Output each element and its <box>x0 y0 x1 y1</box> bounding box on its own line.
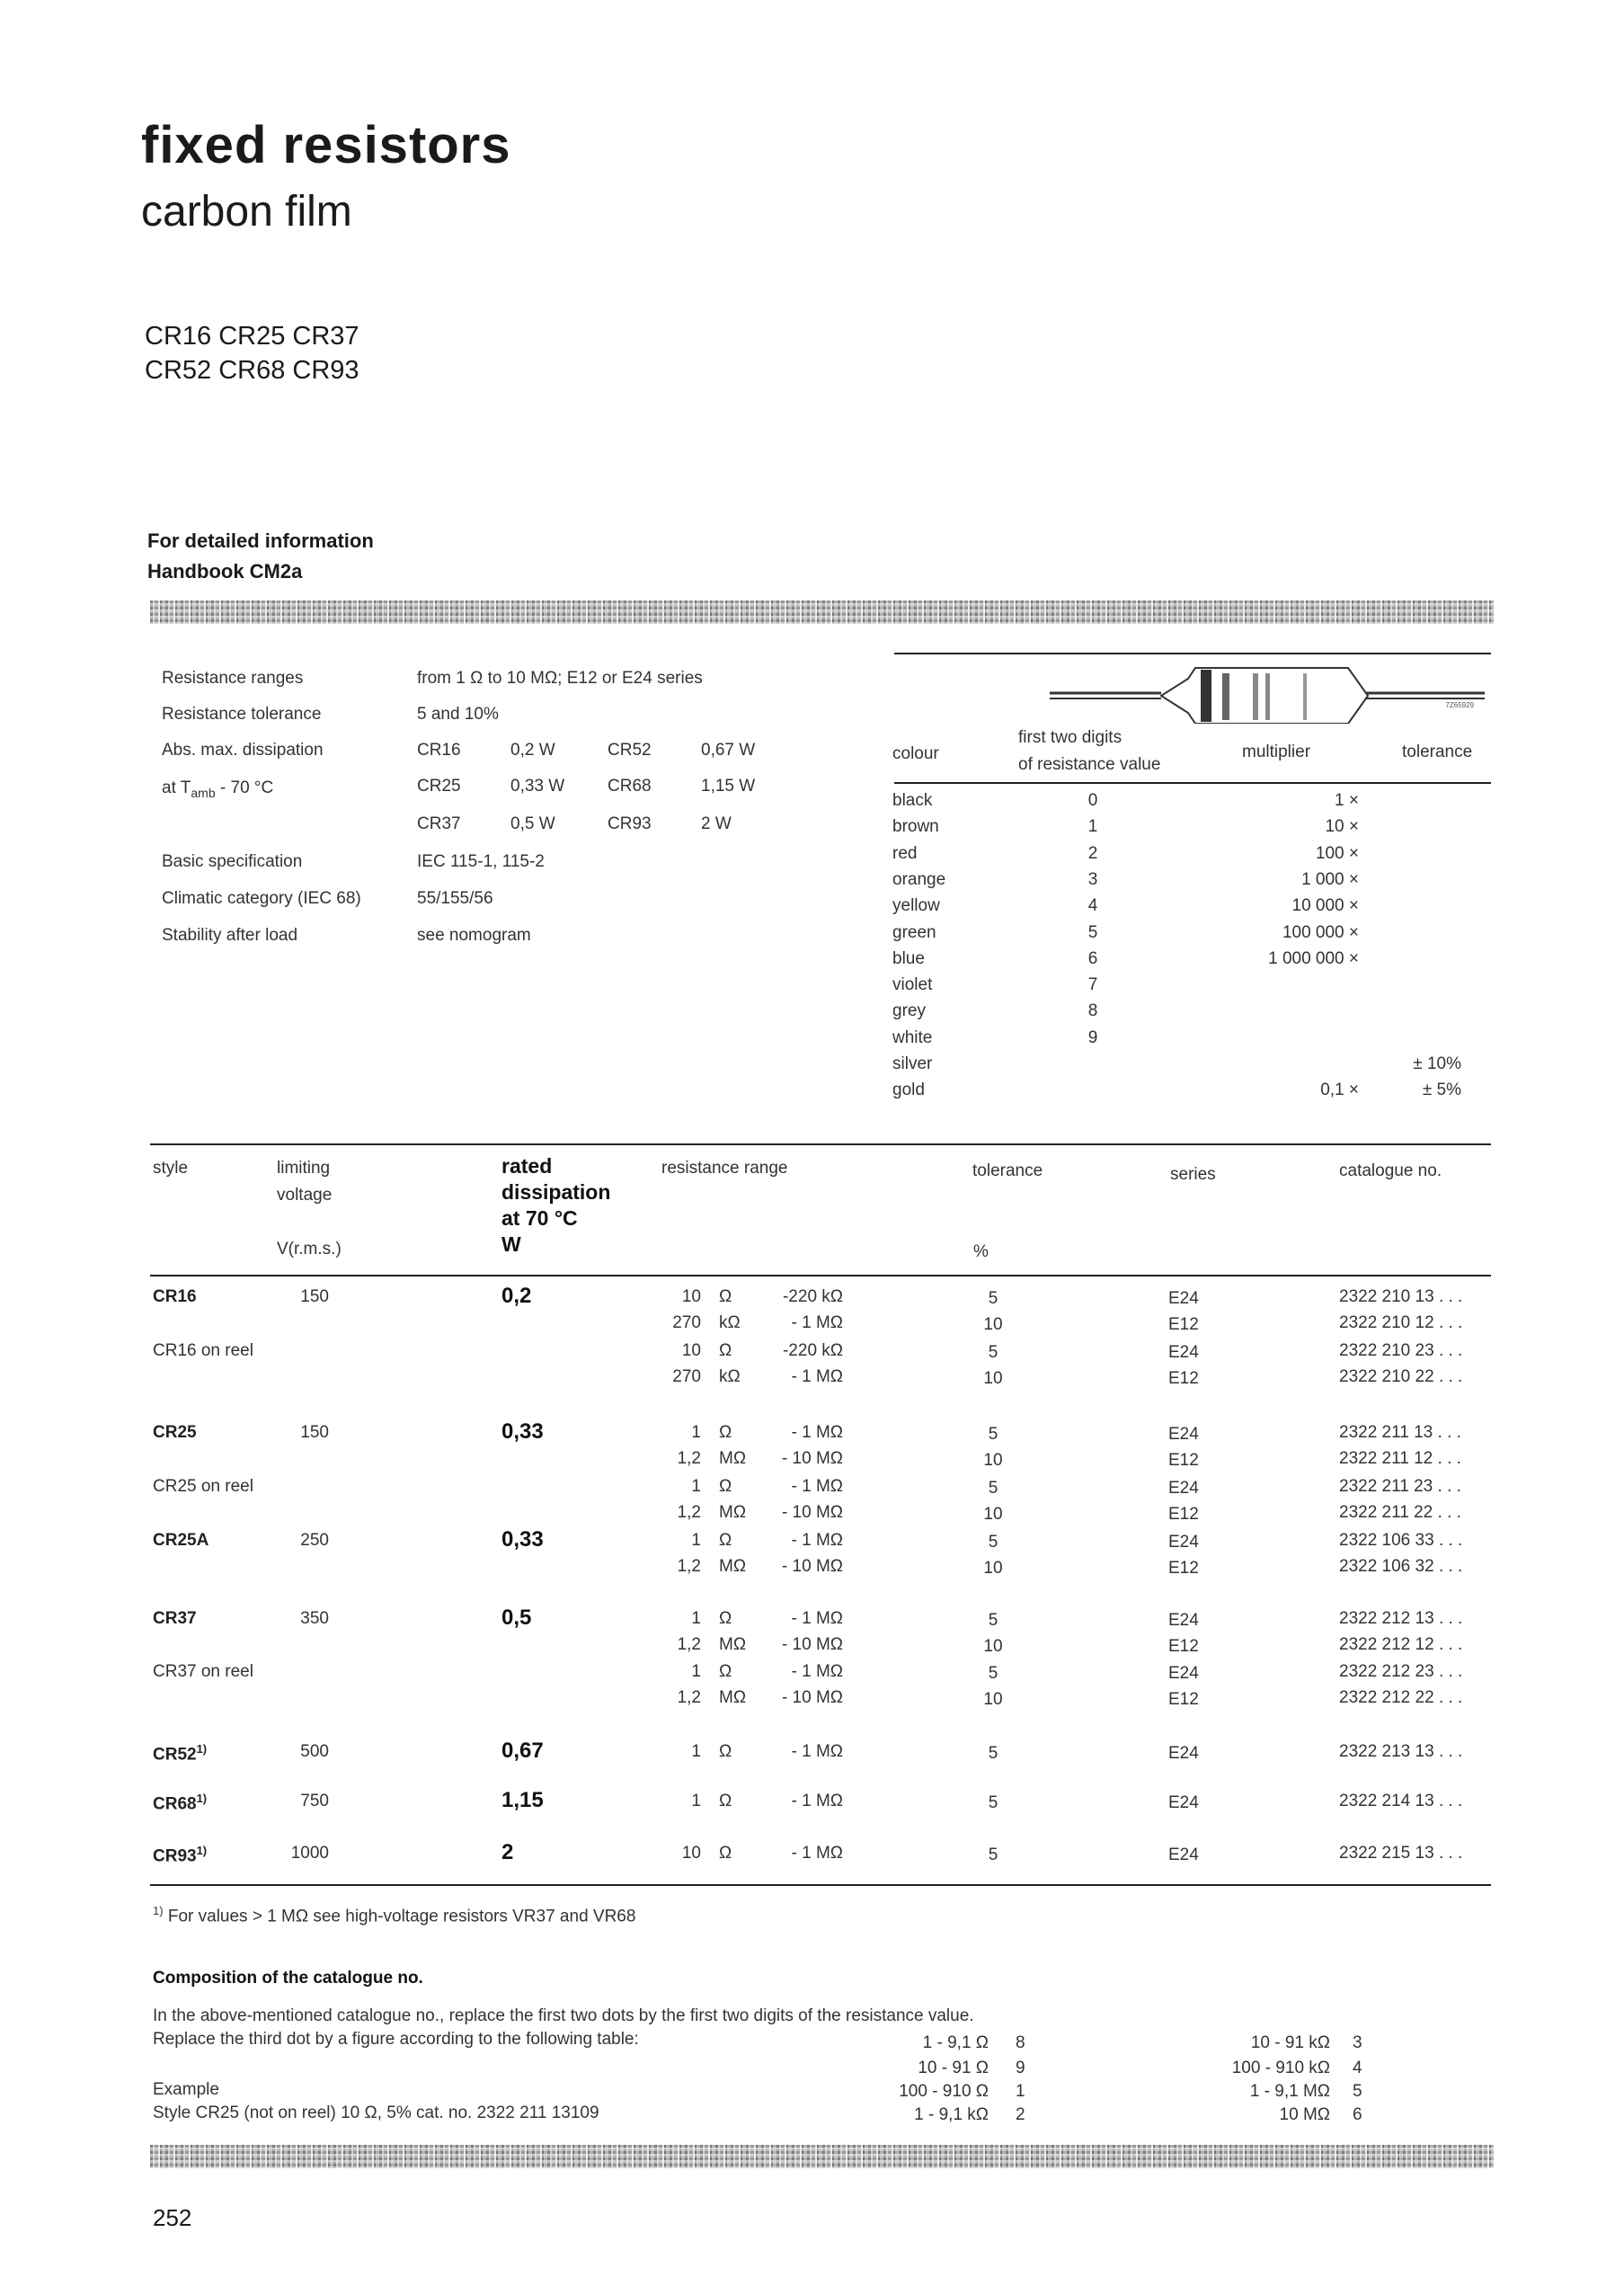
cell-style <box>153 1662 253 1682</box>
colour-digit: 0 <box>1087 791 1098 810</box>
info-reference <box>147 526 374 587</box>
cell-tolerance: 10 <box>983 1451 1003 1470</box>
comp-range: 10 - 91 kΩ <box>1250 2033 1330 2052</box>
colour-multiplier: 0,1 × <box>1320 1081 1359 1100</box>
cell-range-from: 1 <box>691 1609 701 1628</box>
comp-range: 100 - 910 kΩ <box>1231 2059 1330 2077</box>
header-catalogue: catalogue no. <box>1339 1161 1442 1180</box>
colour-name: silver <box>892 1054 933 1073</box>
footnote-mark: 1) <box>153 1904 164 1917</box>
colour-digit: 4 <box>1087 896 1098 916</box>
drawing-code: 7Z65929 <box>1445 701 1474 709</box>
cell-catalogue: 2322 211 13 . . . <box>1339 1423 1461 1442</box>
cell-style <box>153 1792 207 1814</box>
main-table-top-rule <box>150 1143 1491 1145</box>
footnote-ref: 1) <box>196 1792 208 1805</box>
cell-series: E24 <box>1168 1611 1199 1630</box>
colour-name: red <box>892 843 918 863</box>
header-style: style <box>153 1159 189 1178</box>
main-table-header-rule <box>150 1275 1491 1276</box>
comp-figure: 9 <box>1016 2059 1025 2077</box>
cell-range-to: - 1 MΩ <box>791 1662 843 1681</box>
colour-table-top-rule <box>894 653 1491 654</box>
cell-range-to: - 1 MΩ <box>791 1367 843 1386</box>
cell-range-from: 1 <box>691 1792 701 1810</box>
comp-figure: 3 <box>1353 2033 1362 2052</box>
composition-heading: Composition of the catalogue no. <box>153 1969 423 1988</box>
page-title: fixed resistors <box>141 116 511 174</box>
style-name: CR52 <box>153 1745 197 1765</box>
cell-range-from: 270 <box>672 1367 701 1386</box>
cell-tolerance: 5 <box>988 1744 998 1763</box>
cell-range-from: 1,2 <box>677 1503 701 1522</box>
colour-name: brown <box>892 817 939 837</box>
style-name: CR37 <box>153 1609 197 1628</box>
cell-range-from: 10 <box>681 1341 701 1360</box>
cell-range-to: - 1 MΩ <box>791 1423 843 1442</box>
multiplier-header: multiplier <box>1242 743 1311 761</box>
cell-voltage: 150 <box>300 1287 329 1306</box>
style-name: CR16 <box>153 1287 197 1306</box>
spec-label: Resistance tolerance <box>162 705 322 724</box>
cell-tolerance: 10 <box>983 1637 1003 1656</box>
style-name: CR16 on reel <box>153 1341 253 1360</box>
cell-range-to: - 1 MΩ <box>791 1313 843 1332</box>
colour-name: green <box>892 922 936 942</box>
tamb-prefix: at T <box>162 778 191 797</box>
diss-style: CR52 <box>608 741 652 760</box>
cell-dissipation: 0,33 <box>501 1419 544 1444</box>
colour-multiplier: 10 × <box>1325 817 1359 837</box>
cell-tolerance: 5 <box>988 1479 998 1498</box>
cell-range-to: - 1 MΩ <box>791 1477 843 1496</box>
cell-tolerance: 5 <box>988 1664 998 1683</box>
cell-catalogue: 2322 212 12 . . . <box>1339 1635 1463 1654</box>
diss-style: CR25 <box>417 777 461 796</box>
colour-multiplier: 10 000 × <box>1291 896 1359 916</box>
cell-dissipation: 0,33 <box>501 1527 544 1552</box>
cell-catalogue: 2322 212 13 . . . <box>1339 1609 1463 1628</box>
cell-series: E24 <box>1168 1846 1199 1864</box>
info-line: For detailed information <box>147 529 374 552</box>
cell-range-unit: Ω <box>719 1742 732 1761</box>
tamb-value: - 70 °C <box>215 778 274 797</box>
colour-name: orange <box>892 869 946 889</box>
cell-range-to: - 1 MΩ <box>791 1742 843 1761</box>
diss-value: 0,67 W <box>701 741 756 760</box>
cell-series: E12 <box>1168 1559 1199 1578</box>
spec-label: Abs. max. dissipation <box>162 741 324 760</box>
tolerance-header: tolerance <box>1402 743 1473 761</box>
cell-tolerance: 10 <box>983 1690 1003 1709</box>
cell-tolerance: 5 <box>988 1425 998 1444</box>
cell-catalogue: 2322 106 33 . . . <box>1339 1531 1463 1550</box>
cell-series: E24 <box>1168 1479 1199 1498</box>
colour-tolerance: ± 10% <box>1413 1054 1461 1073</box>
cell-series: E24 <box>1168 1289 1199 1308</box>
colour-digit: 5 <box>1087 922 1098 942</box>
cell-dissipation: 1,15 <box>501 1788 544 1812</box>
colour-name: violet <box>892 975 933 995</box>
style-name: CR25 on reel <box>153 1477 253 1496</box>
tamb-subscript: amb <box>191 785 216 800</box>
diss-style: CR93 <box>608 814 652 833</box>
header-range: resistance range <box>661 1159 788 1178</box>
cell-range-to: -220 kΩ <box>782 1287 843 1306</box>
spec-value: IEC 115-1, 115-2 <box>417 852 545 871</box>
top-separator-bar <box>150 600 1494 624</box>
comp-range: 1 - 9,1 kΩ <box>914 2105 989 2124</box>
cell-range-to: - 10 MΩ <box>781 1503 843 1522</box>
cell-range-to: - 1 MΩ <box>791 1844 843 1863</box>
model-list <box>145 319 359 387</box>
cell-tolerance: 10 <box>983 1315 1003 1334</box>
cell-range-from: 1 <box>691 1477 701 1496</box>
comp-figure: 1 <box>1016 2082 1025 2101</box>
cell-series: E24 <box>1168 1425 1199 1444</box>
cell-range-from: 1 <box>691 1423 701 1442</box>
cell-series: E24 <box>1168 1744 1199 1763</box>
colour-digit: 1 <box>1087 817 1098 837</box>
diss-style: CR16 <box>417 741 461 760</box>
cell-range-unit: Ω <box>719 1423 732 1442</box>
cell-range-unit: Ω <box>719 1531 732 1550</box>
diss-value: 0,5 W <box>510 814 555 833</box>
cell-catalogue: 2322 210 22 . . . <box>1339 1367 1463 1386</box>
diss-value: 0,33 W <box>510 777 565 796</box>
cell-catalogue: 2322 214 13 . . . <box>1339 1792 1463 1810</box>
spec-value: see nomogram <box>417 926 531 945</box>
footnote <box>153 1904 635 1926</box>
comp-range: 10 MΩ <box>1279 2105 1330 2124</box>
comp-range: 10 - 91 Ω <box>918 2059 989 2077</box>
cell-range-to: - 10 MΩ <box>781 1635 843 1654</box>
cell-series: E12 <box>1168 1451 1199 1470</box>
diss-value: 0,2 W <box>510 741 555 760</box>
colour-digit: 7 <box>1087 975 1098 995</box>
footnote-ref: 1) <box>196 1844 208 1857</box>
diss-style: CR37 <box>417 814 461 833</box>
colour-multiplier: 1 000 × <box>1301 869 1359 889</box>
header-dissipation-line: dissipation <box>501 1180 611 1204</box>
cell-tolerance: 5 <box>988 1793 998 1812</box>
cell-range-unit: Ω <box>719 1477 732 1496</box>
comp-figure: 6 <box>1353 2105 1362 2124</box>
style-name: CR25A <box>153 1531 209 1550</box>
bottom-separator-bar <box>150 2145 1494 2168</box>
spec-value: 5 and 10% <box>417 705 499 724</box>
comp-figure: 2 <box>1016 2105 1025 2124</box>
comp-figure: 8 <box>1016 2033 1025 2052</box>
colour-name: grey <box>892 1001 926 1021</box>
cell-catalogue: 2322 215 13 . . . <box>1339 1844 1463 1863</box>
cell-catalogue: 2322 213 13 . . . <box>1339 1742 1463 1761</box>
colour-digit: 9 <box>1087 1027 1098 1047</box>
cell-voltage: 350 <box>300 1609 329 1628</box>
cell-range-unit: MΩ <box>719 1557 747 1576</box>
header-voltage <box>277 1155 342 1263</box>
colour-digit: 6 <box>1087 948 1098 968</box>
header-voltage-unit: V(r.m.s.) <box>277 1240 342 1259</box>
colour-tolerance: ± 5% <box>1422 1081 1461 1100</box>
header-voltage-line: limiting <box>277 1159 331 1178</box>
cell-catalogue: 2322 211 23 . . . <box>1339 1477 1461 1496</box>
cell-range-from: 1 <box>691 1531 701 1550</box>
cell-series: E24 <box>1168 1533 1199 1552</box>
colour-multiplier: 100 000 × <box>1282 922 1359 942</box>
cell-style <box>153 1742 207 1765</box>
cell-range-to: - 1 MΩ <box>791 1609 843 1628</box>
colour-name: gold <box>892 1081 925 1100</box>
comp-figure: 4 <box>1353 2059 1362 2077</box>
cell-dissipation: 0,2 <box>501 1284 532 1308</box>
cell-range-to: - 1 MΩ <box>791 1792 843 1810</box>
model-line: CR16 CR25 CR37 <box>145 322 359 351</box>
cell-range-unit: MΩ <box>719 1688 747 1707</box>
cell-range-from: 1 <box>691 1742 701 1761</box>
footnote-ref: 1) <box>196 1742 208 1756</box>
header-dissipation-unit: W <box>501 1232 521 1256</box>
spec-value: 55/155/56 <box>417 889 493 908</box>
colour-table-header-rule <box>894 782 1491 784</box>
cell-style <box>153 1531 209 1551</box>
cell-range-unit: MΩ <box>719 1635 747 1654</box>
header-dissipation-line: rated <box>501 1154 553 1178</box>
cell-voltage: 750 <box>300 1792 329 1810</box>
spec-label-tamb <box>162 778 273 800</box>
diss-style: CR68 <box>608 777 652 796</box>
cell-catalogue: 2322 212 23 . . . <box>1339 1662 1463 1681</box>
cell-range-unit: kΩ <box>719 1313 741 1332</box>
colour-multiplier: 100 × <box>1315 843 1359 863</box>
cell-tolerance: 5 <box>988 1289 998 1308</box>
cell-range-unit: MΩ <box>719 1449 747 1468</box>
header-voltage-line <box>277 1209 342 1236</box>
cell-series: E12 <box>1168 1315 1199 1334</box>
cell-series: E12 <box>1168 1637 1199 1656</box>
spec-label: Stability after load <box>162 926 298 945</box>
cell-series: E12 <box>1168 1369 1199 1388</box>
cell-series: E24 <box>1168 1664 1199 1683</box>
colour-digit: 2 <box>1087 843 1098 863</box>
cell-tolerance: 5 <box>988 1611 998 1630</box>
spec-label: Climatic category (IEC 68) <box>162 889 361 908</box>
cell-tolerance: 5 <box>988 1533 998 1552</box>
cell-voltage: 250 <box>300 1531 329 1550</box>
colour-name: black <box>892 791 933 810</box>
cell-series: E24 <box>1168 1793 1199 1812</box>
colour-name: blue <box>892 948 925 968</box>
style-name: CR93 <box>153 1846 197 1866</box>
header-dissipation <box>501 1153 610 1258</box>
main-table-bottom-rule <box>150 1884 1491 1886</box>
cell-tolerance: 10 <box>983 1559 1003 1578</box>
cell-series: E12 <box>1168 1690 1199 1709</box>
cell-range-from: 1 <box>691 1662 701 1681</box>
style-name: CR37 on reel <box>153 1662 253 1681</box>
colour-digit: 8 <box>1087 1001 1098 1021</box>
header-voltage-line: voltage <box>277 1186 333 1205</box>
cell-range-from: 10 <box>681 1844 701 1863</box>
header-tolerance: tolerance <box>972 1161 1043 1180</box>
cell-range-unit: Ω <box>719 1844 732 1863</box>
cell-catalogue: 2322 106 32 . . . <box>1339 1557 1463 1576</box>
style-name: CR68 <box>153 1794 197 1814</box>
cell-catalogue: 2322 210 23 . . . <box>1339 1341 1463 1360</box>
cell-style <box>153 1423 197 1443</box>
comp-figure: 5 <box>1353 2082 1362 2101</box>
comp-range: 100 - 910 Ω <box>899 2082 989 2101</box>
cell-range-from: 270 <box>672 1313 701 1332</box>
digits-header-line: first two digits <box>1018 728 1123 747</box>
cell-range-to: - 1 MΩ <box>791 1531 843 1550</box>
spec-value: from 1 Ω to 10 MΩ; E12 or E24 series <box>417 669 703 688</box>
colour-header: colour <box>892 744 939 763</box>
header-tolerance-unit: % <box>973 1242 989 1261</box>
cell-range-from: 10 <box>681 1287 701 1306</box>
composition-line: Replace the third dot by a figure according to the following table: <box>153 2030 639 2049</box>
cell-catalogue: 2322 210 13 . . . <box>1339 1287 1463 1306</box>
style-name: CR25 <box>153 1423 197 1442</box>
cell-style <box>153 1477 253 1497</box>
header-series: series <box>1170 1165 1216 1184</box>
header-dissipation-line: at 70 °C <box>501 1206 578 1230</box>
resistor-drawing <box>1043 661 1492 724</box>
cell-range-unit: MΩ <box>719 1503 747 1522</box>
composition-line: In the above-mentioned catalogue no., replace the first two dots by the first two digits of the resistance value. <box>153 2006 974 2025</box>
example-label: Example <box>153 2080 219 2099</box>
cell-range-to: -220 kΩ <box>782 1341 843 1360</box>
spec-label: Basic specification <box>162 852 303 871</box>
cell-catalogue: 2322 212 22 . . . <box>1339 1688 1463 1707</box>
cell-range-unit: kΩ <box>719 1367 741 1386</box>
diss-value: 2 W <box>701 814 732 833</box>
cell-dissipation: 0,5 <box>501 1605 532 1630</box>
cell-voltage: 150 <box>300 1423 329 1442</box>
cell-range-to: - 10 MΩ <box>781 1688 843 1707</box>
colour-multiplier: 1 × <box>1335 791 1359 810</box>
diss-value: 1,15 W <box>701 777 756 796</box>
cell-range-from: 1,2 <box>677 1635 701 1654</box>
cell-range-unit: Ω <box>719 1341 732 1360</box>
cell-range-from: 1,2 <box>677 1449 701 1468</box>
comp-range: 1 - 9,1 Ω <box>922 2033 989 2052</box>
cell-catalogue: 2322 211 12 . . . <box>1339 1449 1461 1468</box>
cell-style <box>153 1609 197 1629</box>
page-number: 252 <box>153 2204 192 2231</box>
model-line: CR52 CR68 CR93 <box>145 356 359 385</box>
cell-dissipation: 0,67 <box>501 1739 544 1763</box>
cell-tolerance: 5 <box>988 1343 998 1362</box>
cell-voltage: 1000 <box>290 1844 329 1863</box>
page-subtitle: carbon film <box>141 188 352 236</box>
footnote-text: For values > 1 MΩ see high-voltage resistors VR37 and VR68 <box>167 1907 636 1926</box>
cell-range-unit: Ω <box>719 1662 732 1681</box>
cell-tolerance: 10 <box>983 1505 1003 1524</box>
cell-range-to: - 10 MΩ <box>781 1557 843 1576</box>
cell-series: E12 <box>1168 1505 1199 1524</box>
cell-range-to: - 10 MΩ <box>781 1449 843 1468</box>
colour-name: yellow <box>892 896 940 916</box>
cell-range-from: 1,2 <box>677 1557 701 1576</box>
cell-range-unit: Ω <box>719 1287 732 1306</box>
cell-catalogue: 2322 210 12 . . . <box>1339 1313 1463 1332</box>
cell-tolerance: 5 <box>988 1846 998 1864</box>
cell-style <box>153 1844 207 1866</box>
cell-catalogue: 2322 211 22 . . . <box>1339 1503 1461 1522</box>
cell-range-unit: Ω <box>719 1792 732 1810</box>
cell-voltage: 500 <box>300 1742 329 1761</box>
digits-header-line: of resistance value <box>1018 755 1161 774</box>
comp-range: 1 - 9,1 MΩ <box>1249 2082 1330 2101</box>
info-line: Handbook CM2a <box>147 560 303 583</box>
example-text: Style CR25 (not on reel) 10 Ω, 5% cat. no. 2322 211 13109 <box>153 2104 599 2122</box>
cell-tolerance: 10 <box>983 1369 1003 1388</box>
colour-multiplier: 1 000 000 × <box>1268 948 1359 968</box>
colour-digit: 3 <box>1087 869 1098 889</box>
cell-dissipation: 2 <box>501 1840 514 1864</box>
spec-label: Resistance ranges <box>162 669 304 688</box>
cell-series: E24 <box>1168 1343 1199 1362</box>
cell-range-from: 1,2 <box>677 1688 701 1707</box>
cell-range-unit: Ω <box>719 1609 732 1628</box>
cell-style <box>153 1287 197 1307</box>
colour-name: white <box>892 1027 933 1047</box>
cell-style <box>153 1341 253 1361</box>
